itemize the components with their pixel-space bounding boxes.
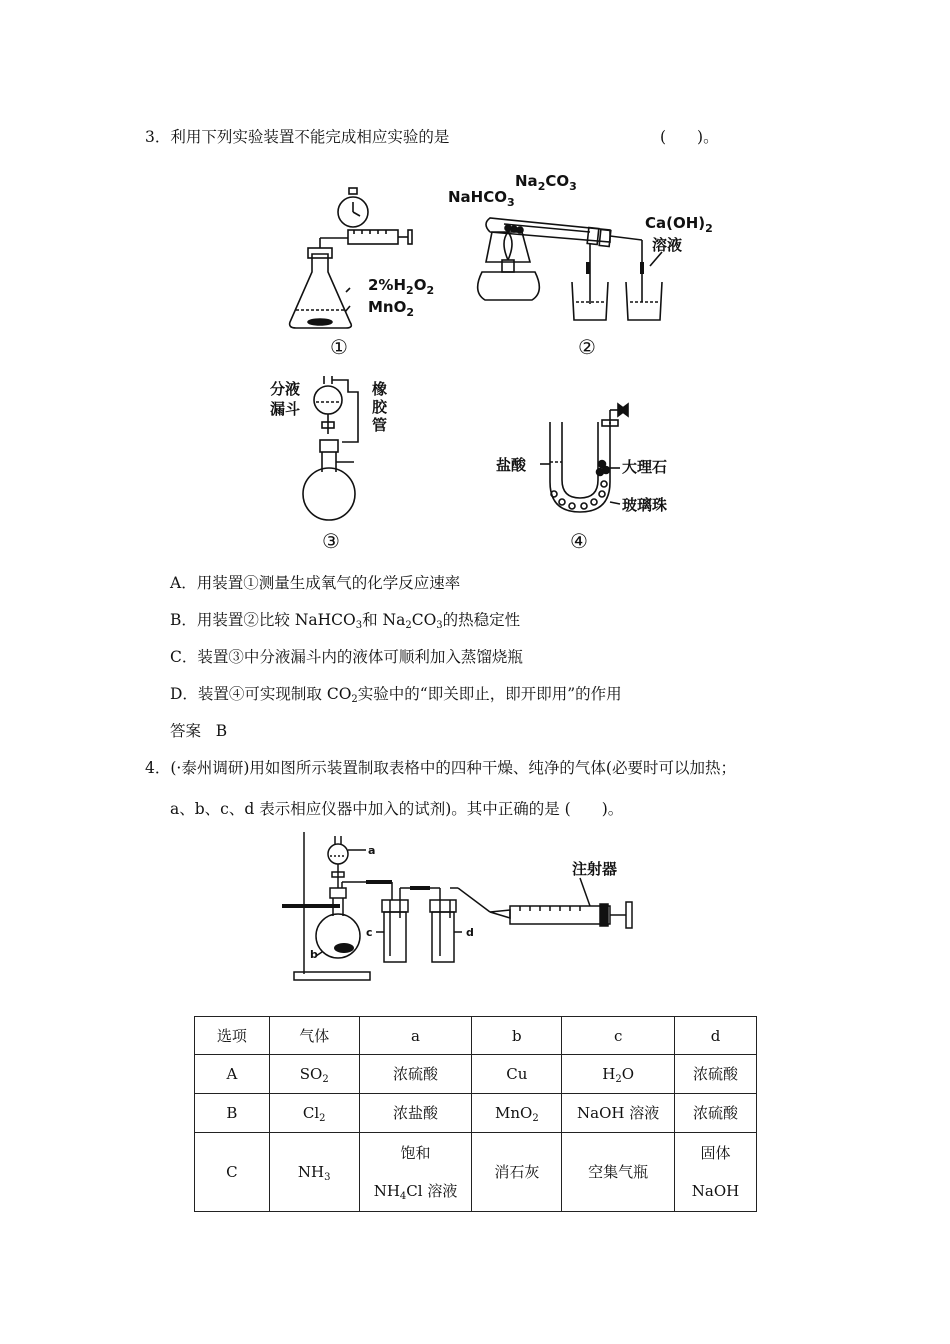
row-b-option: B: [195, 1094, 270, 1133]
header-d: d: [675, 1017, 757, 1055]
mno2-label: MnO$_2$: [368, 298, 415, 319]
table-header-row: [195, 1017, 757, 1055]
q3-option-a: A．用装置①测量生成氧气的化学反应速率: [170, 574, 461, 592]
row-c-d-line1: 固体: [700, 1144, 731, 1162]
marble-label: 大理石: [622, 458, 668, 476]
funnel-label-2: 漏斗: [270, 400, 301, 418]
syringe-barrel: [348, 230, 398, 244]
alcohol-burner: [478, 272, 540, 300]
row-a-c-sub: 2: [615, 1074, 622, 1085]
header-a: a: [359, 1017, 472, 1055]
stopper-d: [430, 900, 456, 912]
q4-options-table: [194, 1016, 757, 1212]
q3-stem: [145, 127, 449, 147]
row-c-a-line1: 饱和: [400, 1144, 431, 1162]
q4-stem-text-1: (·泰州调研)用如图所示装置制取表格中的四种干燥、纯净的气体(必要时可以加热；: [170, 759, 736, 777]
q3-answer-blank: ( )。: [660, 128, 719, 146]
syringe-label: 注射器: [572, 860, 618, 878]
iron-stand-base: [294, 972, 370, 980]
q4-apparatus-svg: [280, 828, 650, 988]
row-b-a: 浓盐酸: [359, 1094, 472, 1133]
header-b: b: [472, 1017, 562, 1055]
header-option: 选项: [195, 1017, 270, 1055]
answer-value: B: [215, 722, 228, 740]
device-1-label: ①: [330, 335, 348, 359]
row-a-c-text: H: [602, 1065, 616, 1083]
device-3-label: ③: [322, 529, 340, 553]
row-a-c-text2: O: [621, 1065, 635, 1083]
row-a-gas: [269, 1055, 359, 1094]
q3-option-b-sub3: 3: [436, 620, 443, 631]
q3-option-c: C．装置③中分液漏斗内的液体可顺利加入蒸馏烧瓶: [170, 648, 523, 666]
q4-stem-line1: [145, 758, 736, 778]
q4-number: 4．: [145, 759, 171, 777]
row-c-d: [675, 1133, 757, 1212]
q3-option-b-pre: B．用装置②比较 NaHCO: [170, 611, 356, 629]
row-b-d: 浓硫酸: [675, 1094, 757, 1133]
header-c: c: [562, 1017, 675, 1055]
q3-option-b-sub2: 2: [405, 620, 412, 631]
q4-stem-line2: a、b、c、d 表示相应仪器中加入的试剂)。其中正确的是 ( )。: [170, 800, 624, 818]
funnel-a: [328, 844, 348, 864]
distilling-flask: [303, 468, 355, 520]
row-c-d-line2: NaOH: [691, 1182, 740, 1200]
label-b: b: [310, 948, 318, 961]
row-a-gas-text: SO: [299, 1065, 323, 1083]
row-a-c: [562, 1055, 675, 1094]
row-b-gas: [269, 1094, 359, 1133]
label-a: a: [368, 844, 376, 857]
row-c-a-line2: [360, 1181, 472, 1201]
row-b-c: NaOH 溶液: [562, 1094, 675, 1133]
q3-option-b-mid2: CO: [411, 611, 437, 629]
row-c-c: 空集气瓶: [562, 1133, 675, 1212]
stopwatch-crown: [349, 188, 357, 194]
conical-flask: [290, 254, 352, 328]
na2co3-label: $Na_2CO_3$: [515, 172, 577, 193]
separatory-funnel: [314, 386, 342, 414]
header-gas: 气体: [269, 1017, 359, 1055]
label-c: c: [366, 926, 373, 939]
row-c-gas-text: NH: [297, 1163, 325, 1181]
q3-stem-text: 利用下列实验装置不能完成相应实验的是: [170, 128, 450, 146]
q3-answer: [170, 721, 227, 741]
q3-option-b-sub1: 3: [355, 620, 363, 631]
row-a-option: A: [195, 1055, 270, 1094]
row-c-a: [359, 1133, 472, 1212]
q3-option-b-mid: 和 Na: [362, 611, 406, 629]
table-row-b: [195, 1094, 757, 1133]
beaker-right: [626, 282, 662, 320]
row-b-b-text: MnO: [494, 1104, 533, 1122]
row-a-gas-sub: 2: [322, 1074, 329, 1085]
flame-icon: [504, 232, 512, 260]
row-a-b: Cu: [472, 1055, 562, 1094]
answer-label: 答案: [170, 722, 202, 740]
stopper-c: [382, 900, 408, 912]
table-row-a: [195, 1055, 757, 1094]
bottle-c: [384, 912, 406, 962]
q3-option-d-pre: D．装置④可实现制取 CO: [170, 685, 352, 703]
row-b-gas-text: Cl: [302, 1104, 320, 1122]
nahco3-label: NaHCO$_3$: [448, 188, 515, 209]
row-c-a-cl: Cl 溶液: [406, 1182, 458, 1200]
rubber-tube-label-3: 管: [372, 416, 388, 434]
device-4-label: ④: [570, 529, 588, 553]
q3-option-b: [170, 610, 520, 630]
glass-beads-label: 玻璃珠: [622, 496, 668, 514]
row-c-option: C: [195, 1133, 270, 1212]
q3-apparatus-svg: [250, 172, 730, 557]
row-c-gas: [269, 1133, 359, 1212]
funnel-label-1: 分液: [270, 380, 301, 398]
q3-option-d-post: 实验中的“即关即止，即开即用”的作用: [357, 685, 622, 703]
row-b-b: [472, 1094, 562, 1133]
row-a-a: 浓硫酸: [359, 1055, 472, 1094]
q4-apparatus-figure: [280, 828, 650, 988]
label-d: d: [466, 926, 474, 939]
row-c-a-nh: NH: [373, 1182, 400, 1200]
row-c-b: 消石灰: [472, 1133, 562, 1212]
device-2-label: ②: [578, 335, 596, 359]
q3-option-b-post: 的热稳定性: [442, 611, 521, 629]
rubber-tube-label-2: 胶: [372, 398, 388, 416]
q3-option-d-sub: 2: [351, 694, 358, 705]
caoh2-label: $Ca(OH)_2$: [645, 214, 713, 235]
h2o2-label: $2\%H_2O_2$: [368, 276, 435, 297]
row-c-a-sub: 4: [399, 1191, 407, 1202]
q3-number: 3．: [145, 128, 171, 146]
hcl-label: 盐酸: [496, 456, 527, 474]
bottle-d: [432, 912, 454, 962]
table-row-c: [195, 1133, 757, 1212]
row-b-b-sub: 2: [532, 1113, 539, 1124]
q3-option-d: [170, 684, 622, 704]
row-b-gas-sub: 2: [319, 1113, 326, 1124]
row-a-d: 浓硫酸: [675, 1055, 757, 1094]
caoh2-solution-label: 溶液: [652, 236, 683, 254]
q3-apparatus-figure: [250, 172, 730, 557]
rubber-tube-label-1: 橡: [372, 380, 388, 398]
row-c-gas-sub: 3: [324, 1172, 331, 1183]
